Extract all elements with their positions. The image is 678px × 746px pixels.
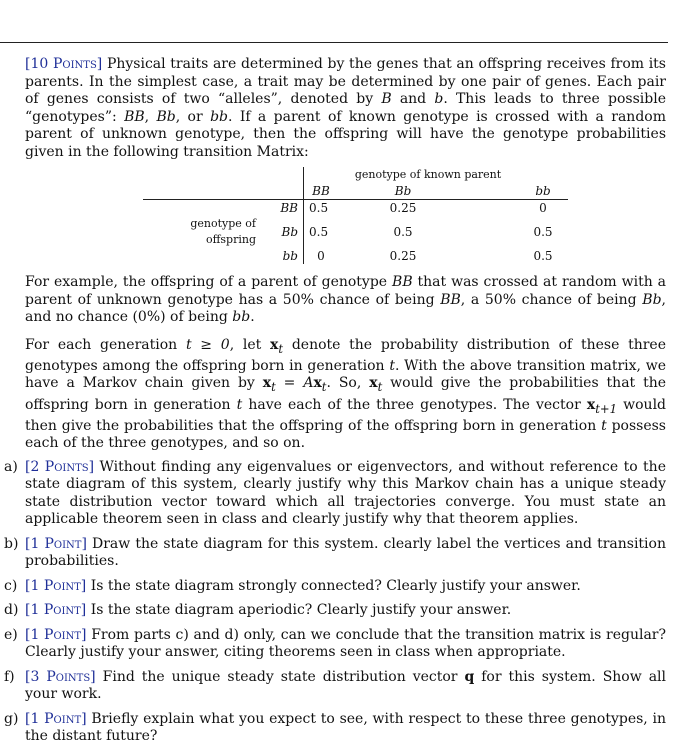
question-label: a) (4, 458, 18, 475)
matrix-row (143, 200, 568, 217)
intro-points: [10 Points] (25, 56, 103, 72)
matrix-cell: 0.5 (304, 200, 339, 217)
question-label: c) (4, 577, 18, 594)
matrix-cell: 0.5 (304, 216, 339, 248)
generation-paragraph: For each generation t ≥ 0, let $x_t$ denote the probability distribution of these three genotypes among the offspring born in generation t. With the above transition matrix, we have a Markov chain given by $x_t = Ax_t$. So, $x_t$ would give the probabilities that the offspring born in generation t have each of the three genotypes. The vector $x_{t+1}$ would then give the probabilities that the offspring of the offspring born in generation t possess each of the three genotypes, and so on. (25, 336, 667, 452)
matrix-row (143, 248, 568, 264)
matrix-cell: 0.5 (533, 225, 553, 239)
example-paragraph: For example, the offspring of a parent of genotype BB that was crossed at random with a parent of unknown genotype has a 50% chance of being BB, a 50% chance of being Bb, and no chance (0%) of being bb. (25, 274, 666, 325)
question-item: b) [1 Point] Draw the state diagram for this system. clearly label the vertices and transition probabilities. (4, 535, 666, 570)
question-label: b) (4, 535, 19, 552)
matrix-col-header-row (143, 183, 568, 200)
problem-content (0, 56, 678, 746)
question-item: g) [1 Point] Briefly explain what you expect to see, with respect to these three genotypes, in the distant future? (4, 710, 666, 745)
row-header: Bb (281, 225, 298, 239)
question-item: a) [2 Points] Without finding any eigenvalues or eigenvectors, and without reference to the state diagram of this system, clearly justify why this Markov chain has a unique steady state distribution vector toward which all trajectories converge. You must state an applicable theorem seen in class and clearly justify why that theorem applies. (4, 458, 666, 528)
top-rule (0, 42, 668, 43)
question-item: c) [1 Point] Is the state diagram strongly connected? Clearly justify your answer. (4, 577, 581, 594)
row-header: BB (280, 201, 298, 215)
matrix-cell: 0.5 (533, 249, 553, 263)
col-header: bb (518, 183, 568, 200)
matrix-cell: 0.25 (389, 249, 417, 263)
question-item: e) [1 Point] From parts c) and d) only, can we conclude that the transition matrix is regular? Clearly justify your answer, citing theorems seen in class when appropriate. (4, 626, 666, 661)
col-header: Bb (338, 183, 468, 200)
matrix-cell: 0.25 (389, 201, 417, 215)
col-header: BB (304, 183, 339, 200)
matrix-cell: 0 (539, 201, 547, 215)
question-item: f) [3 Points] Find the unique steady state distribution vector q for this system. Show all your work. (4, 668, 666, 703)
question-label: f) (4, 668, 15, 685)
col-group-label: genotype of known parent (354, 168, 502, 181)
question-item: d) [1 Point] Is the state diagram aperiodic? Clearly justify your answer. (4, 602, 512, 619)
matrix-row (143, 216, 568, 248)
question-list (0, 459, 678, 746)
intro-paragraph: [10 Points] Physical traits are determined by the genes that an offspring receives from its parents. In the simplest case, a trait may be determined by one pair of genes. Each pair of genes consists of two “alleles”, denoted by B and b. This leads to three possible “genotypes”: BB, Bb, or bb. If a parent of known genotype is crossed with a random parent of unknown genotype, then the offspring will have the genotype probabilities given in the following transition Matrix: (25, 56, 666, 160)
row-group-label: genotype of offspring (190, 217, 256, 246)
question-label: d) (4, 602, 19, 619)
matrix-cell: 0 (304, 248, 339, 264)
matrix-cell: 0.5 (393, 225, 413, 239)
transition-matrix (143, 167, 568, 264)
question-label: g) (4, 710, 19, 727)
matrix-group-header-row (143, 167, 568, 183)
row-header: bb (282, 249, 298, 263)
question-label: e) (4, 626, 18, 643)
